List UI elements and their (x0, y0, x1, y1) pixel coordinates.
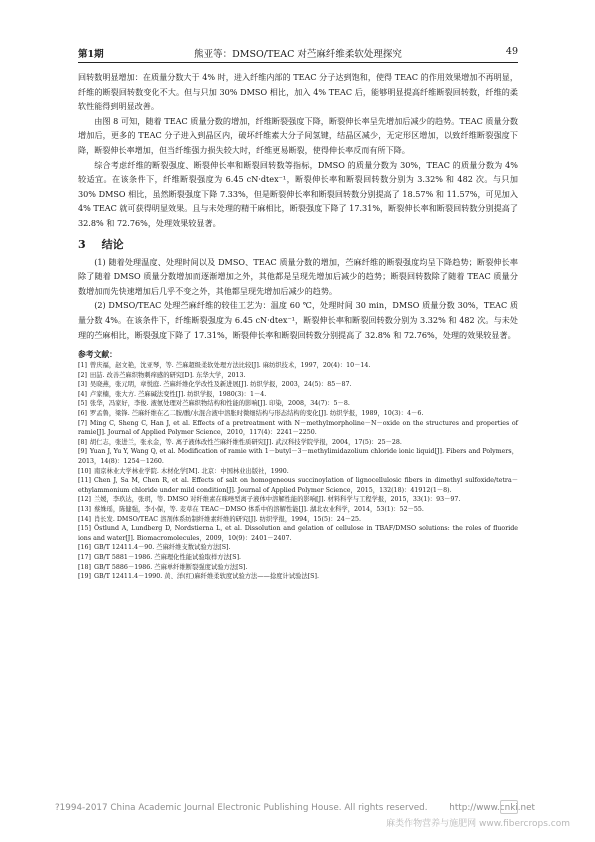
reference-item (78, 563, 518, 573)
reference-number: [15] (78, 525, 91, 533)
conclusion-paragraph: (1) 随着处理温度、处理时间以及 DMSO、TEAC 质量分数的增加，苎麻纤维的断裂强度均呈下降趋势；断裂伸长率除了随着 DMSO 质量分数增加而逐渐增加之外，其他都是呈现先增加后减少的趋势；断裂回转数除了随着 TEAC 质量分数增加而先快速增加后几乎不变之外，其他都呈现先增加后减少的趋势。 (78, 256, 518, 296)
reference-text: 张华，冯家好，李俊. 液氨处理对苎麻织物结构和性能的影响[J]. 印染，2008，34(7)：5－8. (89, 400, 350, 408)
reference-item (78, 438, 518, 448)
reference-text: 吴晓燕，张元明，章悦庭. 苎麻纤维化学改性及新进展[J]. 纺织学报，2003，24(5)：85－87. (89, 381, 352, 389)
reference-item (78, 515, 518, 525)
reference-number: [8] (78, 438, 87, 446)
watermark-logo-icon (500, 800, 518, 814)
reference-text: GB/T 12411.4－90. 苎麻纤维支数试验方法[S]. (93, 544, 231, 552)
article-body (78, 70, 518, 582)
reference-item (78, 371, 518, 381)
reference-number: [5] (78, 400, 87, 408)
reference-item (78, 476, 518, 495)
reference-text: GB/T 5881－1986. 苎麻理化性能试验取样方法[S]. (93, 553, 242, 561)
reference-item (78, 543, 518, 553)
reference-text: 蔡姝瑶，陈健强，李小保，等. 麦草在 TEAC－DMSO 体系中的溶解性能[J]. 湖北农业科学，2014，53(1)：52－55. (93, 506, 424, 513)
reference-text: Ming C, Sheng C, Han J, et al. Effects of a pretreatment with N－methylmorpholine－N－oxide on the structures and properties of ramie[J]. Journal of Applied Polymer Science，2010，117(4)：2241－2250. (78, 419, 518, 437)
reference-text: 南京林业大学林业学院. 木材化学[M]. 北京：中国林业出版社，1990. (93, 467, 289, 475)
reference-number: [19] (78, 573, 91, 581)
header-rule (78, 62, 518, 63)
reference-number: [18] (78, 563, 91, 571)
reference-item (78, 553, 518, 563)
running-title: 熊亚等：DMSO/TEAC 对苎麻纤维柔软处理探究 (194, 49, 402, 60)
references-title: 参考文献： (78, 350, 117, 360)
reference-list (78, 361, 518, 582)
reference-number: [1] (78, 362, 87, 370)
reference-item (78, 467, 518, 477)
reference-item (78, 390, 518, 400)
reference-number: [10] (78, 467, 91, 475)
page-number: 49 (505, 46, 518, 57)
reference-number: [16] (78, 544, 91, 552)
reference-item (78, 361, 518, 371)
reference-item (78, 447, 518, 466)
reference-number: [14] (78, 515, 91, 523)
issue-number: 第1期 (78, 49, 104, 60)
reference-number: [6] (78, 410, 87, 418)
reference-number: [7] (78, 419, 87, 427)
cnki-link[interactable]: http://www.cnki.net (449, 803, 535, 813)
reference-text: 胡仁志，张进兰，张永金，等. 离子液体改性苎麻纤维性质研究[J]. 武汉科技学院学报，2004，17(5)：25－28. (89, 438, 402, 446)
reference-item (78, 495, 518, 505)
reference-text: 曾庆福，赵文艳，沈亚琴，等. 苎麻超级柔软处理方法比较[J]. 麻纺织技术，1997，20(4)：10－14. (89, 362, 371, 370)
reference-text: 肖长发. DMSO/TEAC 溶剂体系纺制纤维素纤维的研究[J]. 纺织学报，1994，15(5)：24－25. (93, 515, 362, 523)
watermark (370, 816, 570, 829)
reference-item (78, 572, 518, 582)
section-heading (78, 237, 518, 253)
body-paragraph: 综合考虑纤维的断裂强度、断裂伸长率和断裂回转数等指标，DMSO 的质量分数为 30%，TEAC 的质量分数为 4% 较适宜。在该条件下，纤维断裂强度为 6.45 cN·dtex⁻¹，断裂伸长率和断裂回转数分别为 3.32% 和 482 次。与只加 30% DMSO 相比，虽然断裂强度下降 7.33%，但是断裂伸长率和断裂回转数分别提高了 18.57% 和 11.57%，可见加入 4% TEAC 就可获得明显效果。且与未处理的精干麻相比，断裂强度下降了 17.31%，断裂伸长率和断裂回转数分别提高了 32.8% 和 72.76%，处理效果较显著。 (78, 159, 518, 228)
copyright-notice: ?1994-2017 China Academic Journal Electronic Publishing House. All rights reserved. (55, 803, 428, 813)
reference-text: Chen J, Sa M, Chen R, et al. Effects of salt on homogeneous succinoylation of lignocellulosic fibers in dimethyl sulfoxide/tetra－ethylammonium chloride under mild condition[J]. Journal of Applied Polymer Science，2015，132(18)：41912(1－8). (78, 477, 518, 494)
reference-number: [4] (78, 390, 87, 398)
body-paragraph: 回转数明显增加：在质量分数大于 4% 时，进入纤维内部的 TEAC 分子达到饱和，使得 TEAC 的作用效果增加不再明显，纤维的断裂回转数变化不大。但与只加 30% DMSO 相比，加入 4% TEAC 后，能够明显提高纤维断裂回转数，纤维的柔软性能得到明显改善。 (78, 72, 518, 112)
body-paragraph: 由图 8 可知，随着 TEAC 质量分数的增加，纤维断裂强度下降，断裂伸长率呈先增加后减少的趋势。TEAC 质量分数增加后，更多的 TEAC 分子进入到晶区内，破坏纤维素大分子间氢键，结晶区减少，无定形区增加，以致纤维断裂强度下降，断裂伸长率增加，但当纤维强力损失较大时，纤维更易断裂，使得伸长率反而有所下降。 (78, 115, 518, 155)
reference-number: [17] (78, 553, 91, 561)
reference-item (78, 399, 518, 409)
reference-number: [11] (78, 477, 91, 485)
section-number: 3 (78, 237, 86, 251)
reference-number: [9] (78, 448, 87, 456)
reference-text: 兰媛，李玖达，张玥，等. DMSO 对纤维素在咪唑型离子液体中溶解性能的影响[J]. 材料科学与工程学报，2015，33(1)：93－97. (93, 496, 461, 504)
reference-text: GB/T 12411.4－1990. 黄、洋(红)麻纤维柔软度试验方法——捻度计试验法[S]. (93, 573, 319, 581)
reference-text: 田喆. 改善苎麻织物刺痒感的研究[D]. 东华大学，2013. (89, 371, 246, 379)
reference-number: [12] (78, 496, 91, 504)
reference-text: Östlund A, Lundberg D, Nordstierna L, et al. Dissolution and gelation of cellulose in TBAF/DMSO solutions: the roles of fluoride ions and water[J]. Biomacromolecules，2009，10(9)：2401－2407. (78, 525, 518, 542)
reference-text: 卢家楠，张大方. 苎麻碱法变性[J]. 纺织学报，1980(3)：1－4. (89, 390, 267, 398)
reference-number: [13] (78, 506, 91, 513)
watermark-cn: 麻类作物营养与施肥网 (386, 819, 477, 829)
reference-number: [3] (78, 381, 87, 389)
watermark-url: www.fibercrops.com (479, 819, 570, 829)
reference-item (78, 419, 518, 438)
reference-item (78, 505, 518, 515)
reference-item (78, 409, 518, 419)
reference-number: [2] (78, 371, 87, 379)
page-header (78, 46, 518, 62)
conclusion-paragraph: (2) DMSO/TEAC 处理苎麻纤维的较佳工艺为：温度 60 ℃，处理时间 30 min，DMSO 质量分数 30%，TEAC 质量分数 4%。在该条件下，纤维断裂强度为 6.45 cN·dtex⁻¹，断裂伸长率和断裂回转数分别为 3.32% 和 482 次。与未处理的苎麻相比，断裂强度下降了 17.31%，断裂伸长率和断裂回转数分别提高了 32.8% 和 72.76%，处理的效果较显著。 (78, 300, 518, 340)
reference-item (78, 524, 518, 543)
reference-text: GB/T 5886－1986. 苎麻单纤维断裂强度试验方法[S]. (93, 563, 248, 571)
reference-item (78, 380, 518, 390)
section-title: 结论 (101, 237, 124, 251)
reference-text: Yuan J, Yu Y, Wang Q, et al. Modification of ramie with 1－butyl－3－methylimidazolium chloride ionic liquid[J]. Fibers and Polymers，2013，14(8)：1254－1260. (78, 448, 518, 466)
reference-text: 罗孟鲁，梁锋. 苎麻纤维在乙二胺/酸/水混合液中溶胀时微细结构与形态结构的变化[J]. 纺织学报，1989，10(3)：4－6. (89, 410, 424, 418)
